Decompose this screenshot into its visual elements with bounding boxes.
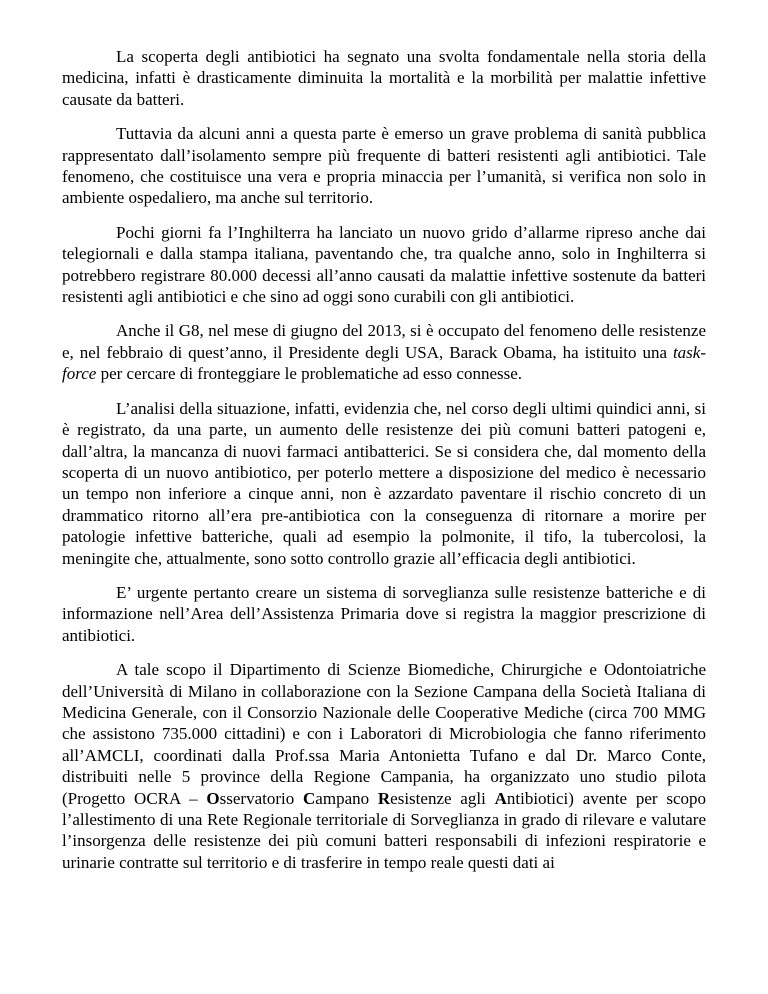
paragraph-7 xyxy=(62,659,706,873)
paragraph-1: La scoperta degli antibiotici ha segnato una svolta fondamentale nella storia della medicina, infatti è drasticamente diminuita la mortalità e la morbilità per malattie infettive causate da batteri. xyxy=(62,47,706,109)
paragraph-2: Tuttavia da alcuni anni a questa parte è emerso un grave problema di sanità pubblica rappresentato dall’isolamento sempre più frequente di batteri resistenti agli antibiotici. Tale fenomeno, che costituisce una vera e propria minaccia per l’umanità, si verifica non solo in ambiente ospedaliero, ma anche sul territorio. xyxy=(62,124,706,208)
task-force-term: task-force xyxy=(62,342,706,384)
paragraph-4 xyxy=(62,320,706,384)
document-page xyxy=(62,46,706,886)
acronym-word-antibiotici: ntibiotici xyxy=(506,788,569,808)
acronym-word-resistenze: esistenze agli xyxy=(390,788,495,808)
paragraph-7-text-before: A tale scopo il Dipartimento di Scienze Biomediche, Chirurgiche e Odontoiatriche dell’Università di Milano in collaborazione con la Sezione Campana della Società Italiana di Medicina Generale, con il Consorzio Nazionale delle Cooperative Mediche (circa 700 MMG che assistono 735.000 cittadini) e con i Laboratori di Microbiologia che fanno riferimento all’AMCLI, coordinati dalla Prof.ssa Maria Antonietta Tufano e dal Dr. Marco Conte, distribuiti nelle 5 province della Regione Campania, ha organizzato uno studio pilota (Progetto OCRA – xyxy=(62,660,706,808)
acronym-letter-a: A xyxy=(494,788,507,808)
acronym-letter-r: R xyxy=(377,788,391,808)
paragraph-4-text-after: per cercare di fronteggiare le problematiche ad esso connesse. xyxy=(96,364,523,384)
paragraph-7-text-after: ) avente per scopo l’allestimento di una Rete Regionale territoriale di Sorveglianza in grado di rilevare e valutare l’insorgenza delle resistenze dei più comuni batteri responsabili di infezioni respiratorie e urinarie contratte sul territorio e di trasferire in tempo reale questi dati ai xyxy=(62,788,706,872)
paragraph-5: L’analisi della situazione, infatti, evidenzia che, nel corso degli ultimi quindici anni, si è registrato, da una parte, un aumento delle resistenze dei più comuni batteri patogeni e, dall’altra, la mancanza di nuovi farmaci antibatterici. Se si considera che, dal momento della scoperta di un nuovo antibiotico, per poterlo mettere a disposizione del medico è necessario un tempo non inferiore a cinque anni, non è azzardato paventare il rischio concreto di un drammatico ritorno all’era pre-antibiotica con la conseguenza di ritornare a morire per patologie infettive batteriche, quali ad esempio la polmonite, il tifo, la tubercolosi, la meningite che, attualmente, sono sotto controllo grazie all’efficacia degli antibiotici. xyxy=(62,398,706,568)
paragraph-6: E’ urgente pertanto creare un sistema di sorveglianza sulle resistenze batteriche e di informazione nell’Area dell’Assistenza Primaria dove si registra la maggior prescrizione di antibiotici. xyxy=(62,582,706,645)
acronym-letter-c: C xyxy=(303,788,316,808)
acronym-word-osservatorio: sservatorio xyxy=(219,788,304,808)
acronym-word-campano: ampano xyxy=(315,788,378,808)
acronym-letter-o: O xyxy=(206,788,220,808)
paragraph-3: Pochi giorni fa l’Inghilterra ha lanciato un nuovo grido d’allarme ripreso anche dai telegiornali e dalla stampa italiana, paventando che, tra qualche anno, solo in Inghilterra si potrebbero registrare 80.000 decessi all’anno causati da malattie infettive sostenute da batteri resistenti agli antibiotici e che sino ad oggi sono curabili con gli antibiotici. xyxy=(62,222,706,307)
paragraph-4-text-before: Anche il G8, nel mese di giugno del 2013, si è occupato del fenomeno delle resistenze e, nel febbraio di quest’anno, il Presidente degli USA, Barack Obama, ha istituito una xyxy=(62,321,706,362)
